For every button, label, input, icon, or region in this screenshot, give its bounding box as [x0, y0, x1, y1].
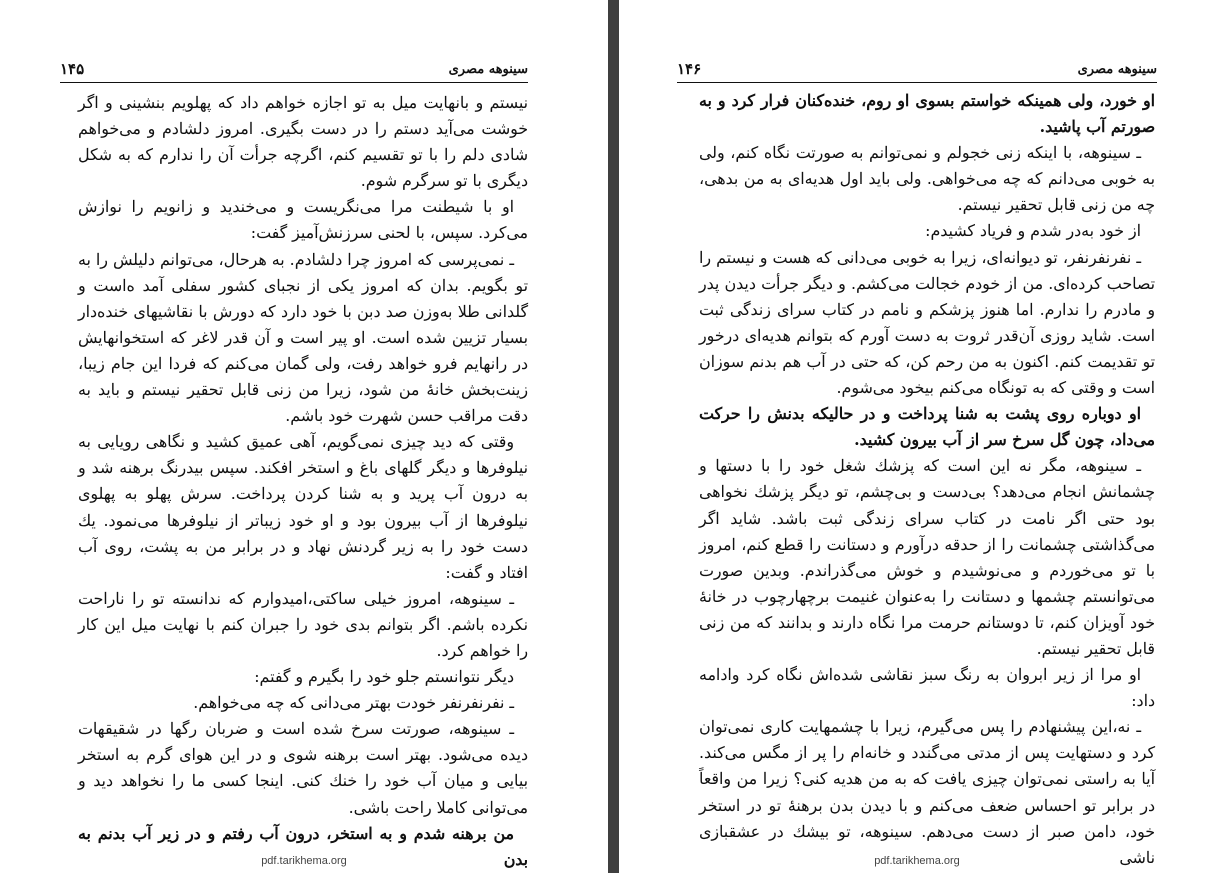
page-header: [60, 56, 528, 83]
paragraph: او خورد، ولی همینکه خواستم بسوی او روم، خنده‌کنان فرار کرد و به صورتم آب پاشید.: [699, 91, 1155, 137]
watermark-url: pdf.tarikhema.org: [261, 855, 347, 867]
paragraph: ـ سینوهه، صورتت سرخ شده است و ضربان رگها در شقیقهات دیده می‌شود. بهتر است برهنه شوی و در این هوای گرم به استخر بیایی و میان آب خود را خنك کنی. اینجا کسی ما را نخواهد دید و می‌توانی کاملا راحت باشی.: [78, 719, 528, 817]
paragraph: ـ سینوهه، با اینکه زنی خجولم و نمی‌توانم به صورتت نگاه کنم، ولی به خوبی می‌دانم که چه می‌خواهی. ولی باید اول هدیه‌ای به من بدهی، چه من زنی قابل تحقیر نیستم.: [699, 143, 1155, 215]
paragraph: ـ نمی‌پرسی که امروز چرا دلشادم. به هرحال، می‌توانم دلیلش را به تو بگویم. بدان که امروز یکی از نجبای کشور سفلی آمد ه‌است و گلدانی طلا به‌وزن صد دبن با خود دارد که دورش با نقاشیهای خنده‌دار بسیار تزیین شده است. او پیر است و آن قدر لاغر که استخوانهایش در رانهایم فرو خواهد رفت، ولی گمان می‌کنم که فردا این جام زیبا، زینت‌بخش خانهٔ من شود، زیرا من زنی قابل تحقیر نیستم و باید به دقت مراقب حسن شهرت خود باشم.: [78, 249, 528, 426]
paragraph: ـ سینوهه، امروز خیلی ساکتی،امیدوارم که ندانسته تو را ناراحت نکرده باشم. اگر بتوانم بدی خود را جبران کنم با نهایت میل این کار را خواهم کرد.: [78, 588, 528, 660]
paragraph: دیگر نتوانستم جلو خود را بگیرم و گفتم:: [254, 667, 514, 687]
paragraph: من برهنه شدم و به استخر، درون آب رفتم و در زیر آب بدنم به بدن: [78, 823, 528, 869]
paragraph: او با شیطنت مرا می‌نگریست و می‌خندید و زانویم را نوازش می‌کرد. سپس، با لحنی سرزنش‌آمیز گفت:: [78, 197, 528, 243]
watermark-url: pdf.tarikhema.org: [874, 855, 960, 867]
right-page: [619, 0, 1215, 873]
paragraph: ـ نه،این پیشنهادم را پس می‌گیرم، زیرا با چشمهایت کاری نمی‌توان کرد و دستهایت پس از مدتی می‌گندد و خانه‌ام را پر از مگس می‌کند. آیا به راستی نمی‌توان چیزی یافت که به من هدیه کنی؟ زیرا من واقعاً در برابر تو احساس ضعف می‌کنم و با دیدن بدن برهنهٔ تو در استخر خود، دامن صبر از دست می‌دهم. سینوهه، تو بیشك در عشقبازی ناشی: [699, 717, 1155, 867]
paragraph: او مرا از زیر ابروان به رنگ سبز نقاشی شده‌اش نگاه کرد وادامه داد:: [699, 665, 1155, 711]
paragraph: ـ نفرنفرنفر خودت بهتر می‌دانی که چه می‌خواهم.: [193, 693, 514, 713]
page-number: ۱۴۶: [677, 60, 702, 78]
running-title: سینوهه مصری: [448, 62, 528, 77]
page-body: [699, 88, 1155, 871]
paragraph: وقتی که دید چیزی نمی‌گویم، آهی عمیق کشید و نگاهی رویایی به نیلوفرها و دیگر گلهای باغ و استخر افکند. سپس بیدرنگ برهنه شد و به درون آب پرید و به شنا کردن پرداخت. سرش پهلو به پهلوی نیلوفرها از آب بیرون بود و او خود زیباتر از نیلوفرها می‌نمود. یك دست خود را به زیر گردنش نهاد و در برابر من به پشت، روی آب افتاد و گفت:: [78, 432, 528, 582]
paragraph: ـ نفرنفرنفر، تو دیوانه‌ای، زیرا به خوبی می‌دانی که هست و نیستم را تصاحب کرده‌ای. من از خودم خجالت می‌کشم. و دیگر جرأت دیدن پدر و مادرم را ندارم. اما هنوز پزشکم و نامم در کتاب سرای زندگی ثبت است. شاید روزی آن‌قدر ثروت به دست آورم که بتوانم هدیه‌ای درخور تو تقدیمت کنم. اکنون به من رحم کن، که حتی در آب هم بدنم سوزان است و وقتی که به تونگاه می‌کنم بیخود می‌شوم.: [699, 247, 1155, 398]
running-title: سینوهه مصری: [1077, 62, 1157, 77]
paragraph: ـ سینوهه، مگر نه این است که پزشك شغل خود را با دستها و چشمانش انجام می‌دهد؟ بی‌دست و بی‌چشم، تو دیگر پزشك نخواهی بود حتی اگر نامت در کتاب سرای زندگی ثبت باشد. شاید اگر می‌گذاشتی چشمانت را از حدقه درآورم و دستانت را قطع کنم، امروز با تو می‌خوردم و می‌نوشیدم و خوش می‌گذراندم. وبدین صورت می‌توانستم چشمها و دستانت را به‌عنوان غنیمت برچهارچوب در خانهٔ خود آویزان کنم، تا دوستانم حرمت مرا نگاه دارند و بدانند که من زنی قابل تحقیر نیستم.: [699, 456, 1155, 658]
page-header: [677, 56, 1157, 83]
page-number: ۱۴۵: [60, 60, 85, 78]
paragraph: او دوباره روی پشت به شنا پرداخت و در حالیکه بدنش را حرکت می‌داد، چون گل سرخ سر از آب بیرون کشید.: [699, 404, 1155, 450]
paragraph: از خود به‌در شدم و فریاد کشیدم:: [925, 221, 1141, 241]
page-body: [78, 90, 528, 873]
paragraph: نیستم و بانهایت میل به تو اجازه خواهم داد که پهلویم بنشینی و اگر خوشت می‌آید دستم را در دست بگیری. امروز دلشادم و می‌خواهم شادی دلم را با تو تقسیم کنم، اگرچه جرأت آن را ندارم که به شکل دیگری با تو سرگرم شوم.: [78, 93, 528, 191]
